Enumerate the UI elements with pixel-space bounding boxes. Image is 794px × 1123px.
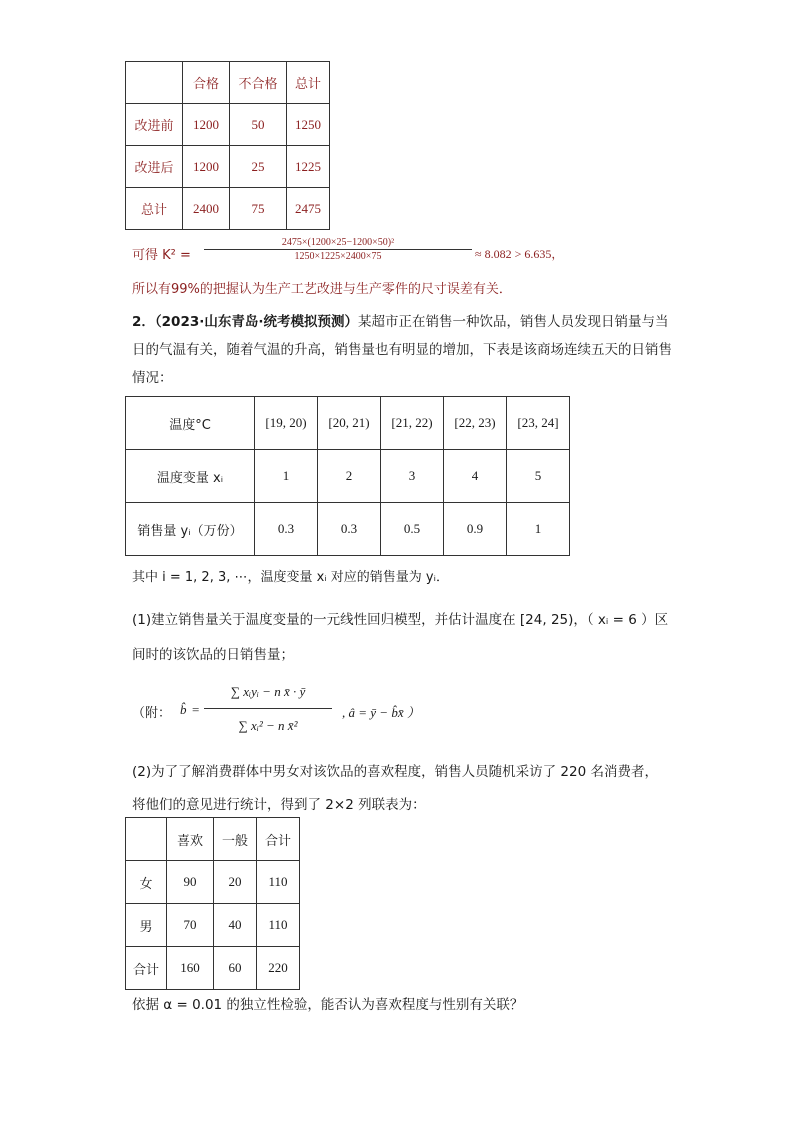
table-cell: 60: [214, 947, 257, 990]
table-header-cell: [126, 818, 167, 861]
part-1-line-1: (1)建立销售量关于温度变量的一元线性回归模型，并估计温度在 [24, 25)，（ xᵢ = 6 ）区: [132, 612, 669, 628]
fraction: [204, 676, 332, 743]
table-cell: 110: [257, 904, 300, 947]
table-cell: 女: [126, 861, 167, 904]
table-cell: 1250: [287, 104, 330, 146]
table-cell: 160: [167, 947, 214, 990]
sales-table: [125, 396, 570, 556]
table-header-row: [126, 62, 330, 104]
table-header-cell: 不合格: [230, 62, 287, 104]
table-row: [126, 397, 570, 450]
table-cell: 1200: [183, 104, 230, 146]
table-cell: 改进前: [126, 104, 183, 146]
interval-cell: [22, 23): [444, 397, 507, 450]
table-cell: 改进后: [126, 146, 183, 188]
formula-numerator: 2475×(1200×25−1200×50)²: [204, 237, 472, 250]
interval-cell: [20, 21): [318, 397, 381, 450]
table-cell: 2: [318, 450, 381, 503]
table-cell: 20: [214, 861, 257, 904]
formula-result: ≈ 8.082 > 6.635，: [475, 247, 564, 261]
interval-cell: [19, 20): [255, 397, 318, 450]
table-cell: 0.9: [444, 503, 507, 556]
chi-square-formula: [132, 237, 732, 267]
regression-formula: [132, 676, 532, 748]
table-row: [126, 861, 300, 904]
a-hat-formula: , â = ȳ − b̂x̄ ）: [342, 705, 420, 720]
table-cell: 总计: [126, 188, 183, 230]
table-header-row: [126, 818, 300, 861]
table-cell: 合计: [126, 947, 167, 990]
table-cell: 50: [230, 104, 287, 146]
fraction-denominator: ∑ xᵢ² − n x̄²: [238, 718, 298, 733]
interval-cell: [23, 24]: [507, 397, 570, 450]
table-cell: 5: [507, 450, 570, 503]
table-cell: 0.3: [255, 503, 318, 556]
formula-lead: （附：: [132, 706, 172, 721]
equals-sign: =: [192, 702, 200, 717]
part-1-line-2: 间时的该饮品的日销售量；: [132, 647, 294, 663]
table-cell: 25: [230, 146, 287, 188]
table-row: [126, 188, 330, 230]
contingency-table: [125, 817, 300, 990]
table-cell: 1200: [183, 146, 230, 188]
formula-fraction: [204, 237, 472, 262]
conclusion-text: 所以有99%的把握认为生产工艺改进与生产零件的尺寸误差有关．: [132, 282, 512, 297]
formula-denominator: 1250×1225×2400×75: [294, 251, 382, 262]
question-source: （2023·山东青岛·统考模拟预测）: [154, 314, 358, 330]
row-label: 温度°C: [126, 397, 255, 450]
table-cell: 1: [507, 503, 570, 556]
interval-cell: [21, 22): [381, 397, 444, 450]
table-header-cell: 喜欢: [167, 818, 214, 861]
b-hat-symbol: b̂: [180, 702, 187, 717]
table-header-cell: 一般: [214, 818, 257, 861]
quality-table: [125, 61, 330, 230]
table-header-cell: 合计: [257, 818, 300, 861]
table-row: [126, 503, 570, 556]
table-row: [126, 146, 330, 188]
row-label: 温度变量 xᵢ: [126, 450, 255, 503]
table-cell: 男: [126, 904, 167, 947]
table-header-cell: 合格: [183, 62, 230, 104]
table-cell: 2400: [183, 188, 230, 230]
part-2-line-1: (2)为了了解消费群体中男女对该饮品的喜欢程度，销售人员随机采访了 220 名消费者，: [132, 764, 658, 780]
table-cell: 3: [381, 450, 444, 503]
question-2: [132, 308, 672, 392]
table-cell: 75: [230, 188, 287, 230]
fraction-numerator: ∑ xᵢyᵢ − n x̄ · ȳ: [204, 676, 332, 709]
formula-lead: 可得 K² =: [132, 248, 191, 263]
table-cell: 0.3: [318, 503, 381, 556]
table-row: [126, 104, 330, 146]
part-2-line-2: 将他们的意见进行统计，得到了 2×2 列联表为：: [132, 797, 426, 813]
row-label: 销售量 yᵢ（万份）: [126, 503, 255, 556]
note-text: 其中 i = 1, 2, 3, ⋯，温度变量 xᵢ 对应的销售量为 yᵢ．: [132, 570, 449, 585]
question-text: 某超市正在销售一种饮品，销售人员发现日销量与当日的气温有关，随着气温的升高，销售量也有明显的增加，下表是该商场连续五天的日销售情况：: [132, 314, 672, 386]
question-number: 2．: [132, 314, 155, 330]
table-row: [126, 904, 300, 947]
table-cell: 4: [444, 450, 507, 503]
table-header-cell: 总计: [287, 62, 330, 104]
table-cell: 1225: [287, 146, 330, 188]
table-cell: 1: [255, 450, 318, 503]
table-cell: 0.5: [381, 503, 444, 556]
table-cell: 220: [257, 947, 300, 990]
table-cell: 70: [167, 904, 214, 947]
table-cell: 2475: [287, 188, 330, 230]
table-header-cell: [126, 62, 183, 104]
table-cell: 40: [214, 904, 257, 947]
table-row: [126, 450, 570, 503]
table-cell: 110: [257, 861, 300, 904]
table-cell: 90: [167, 861, 214, 904]
final-question: 依据 α = 0.01 的独立性检验，能否认为喜欢程度与性别有关联？: [132, 997, 524, 1013]
table-row: [126, 947, 300, 990]
